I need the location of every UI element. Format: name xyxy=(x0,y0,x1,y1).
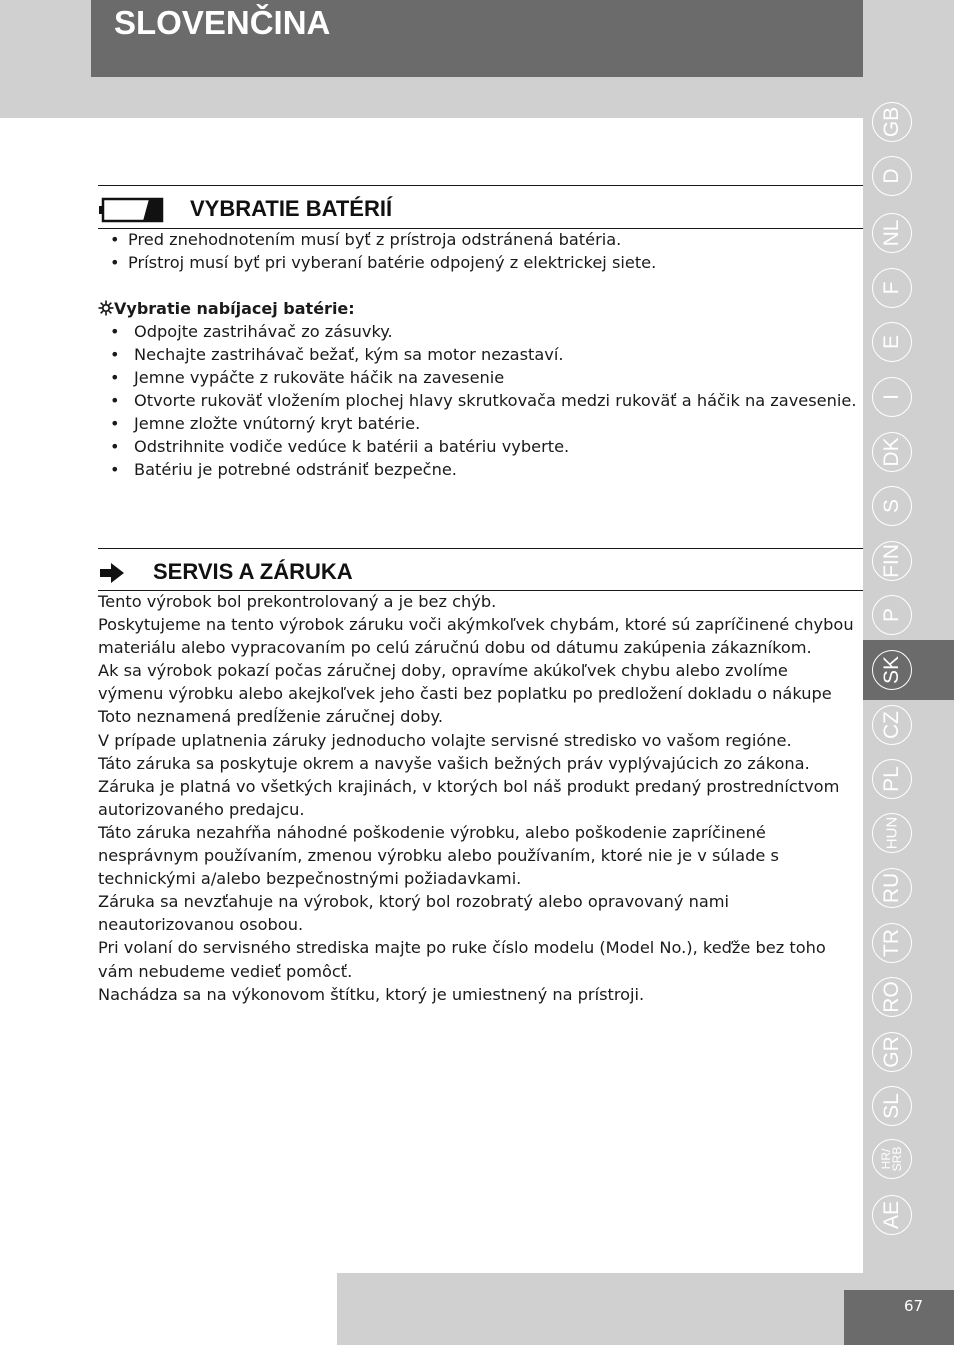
text-line: nesprávnym používaním, zmenou výrobku alebo používaním, ktoré nie je v súlade s xyxy=(98,846,779,866)
lang-tab-ru[interactable]: RU xyxy=(872,868,912,908)
list-item: • Jemne vypáčte z rukoväte háčik na zavesenie xyxy=(110,368,505,387)
lang-tab-sk[interactable]: SK xyxy=(872,650,912,690)
lang-tab-f[interactable]: F xyxy=(872,268,912,308)
section1-heading: VYBRATIE BATÉRIÍ xyxy=(190,196,393,221)
text-line: technickými a/alebo bezpečnostnými požiadavkami. xyxy=(98,869,522,889)
list-item: • Prístroj musí byť pri vyberaní batérie odpojený z elektrickej siete. xyxy=(110,253,657,272)
list-item: • Batériu je potrebné odstrániť bezpečne. xyxy=(110,460,457,479)
section2-heading: SERVIS A ZÁRUKA xyxy=(153,559,353,584)
text-line: Nachádza sa na výkonovom štítku, ktorý je umiestnený na prístroji. xyxy=(98,984,645,1004)
warranty-text xyxy=(98,590,868,1006)
text-line: Záruka je platná vo všetkých krajinách, v ktorých bol náš produkt predaný prostredníctvom xyxy=(98,776,840,796)
text-line: Záruka sa nevzťahuje na výrobok, ktorý bol rozobratý alebo opravovaný nami xyxy=(98,892,730,912)
text-line: Ak sa výrobok pokazí počas záručnej doby, opravíme akúkoľvek chybu alebo zvolíme xyxy=(98,661,788,681)
text-line: autorizovaného predajcu. xyxy=(98,799,305,819)
lang-tab-fin[interactable]: FIN xyxy=(872,541,912,581)
lang-tab-hr-srb[interactable]: HR/ SRB xyxy=(872,1139,912,1179)
list-item: • Jemne zložte vnútorný kryt batérie. xyxy=(110,414,421,433)
arrow-right-icon xyxy=(100,563,124,583)
list-item: • Pred znehodnotením musí byť z prístroja odstránená batéria. xyxy=(110,230,622,249)
page-number-box xyxy=(844,1290,954,1345)
title-bar xyxy=(91,0,863,77)
lang-tab-p[interactable]: P xyxy=(872,595,912,635)
lang-tab-cz[interactable]: CZ xyxy=(872,705,912,745)
removal-steps-list xyxy=(110,320,857,481)
section1-top-rule xyxy=(98,185,863,186)
text-line: Poskytujeme na tento výrobok záruku voči akýmkoľvek chybám, ktoré sú zapríčinené chybou xyxy=(98,615,854,635)
lang-tab-tr[interactable]: TR xyxy=(872,923,912,963)
list-item: • Otvorte rukoväť vložením plochej hlavy skrutkovača medzi rukoväť a háčik na zavesenie. xyxy=(110,391,857,410)
lang-tab-gb[interactable]: GB xyxy=(872,102,912,142)
lang-tab-hun[interactable]: HUN xyxy=(872,813,912,853)
text-line: neautorizovanou osobou. xyxy=(98,915,304,935)
list-item: • Nechajte zastrihávač bežať, kým sa motor nezastaví. xyxy=(110,345,564,364)
battery-icon xyxy=(99,197,165,223)
text-line: V prípade uplatnenia záruky jednoducho volajte servisné stredisko vo vašom regióne. xyxy=(98,730,792,750)
text-line: Toto neznamená predĺženie záručnej doby. xyxy=(98,707,443,727)
subheading-text: Vybratie nabíjacej batérie: xyxy=(114,299,355,318)
lang-tab-d[interactable]: D xyxy=(872,156,912,196)
text-line: Pri volaní do servisného strediska majte po ruke číslo modelu (Model No.), keďže bez toho xyxy=(98,938,826,958)
page-title: SLOVENČINA xyxy=(114,4,331,41)
lang-tab-ro[interactable]: RO xyxy=(872,977,912,1017)
lang-tab-s[interactable]: S xyxy=(872,486,912,526)
text-line: materiálu alebo vypracovaním po celú záručnú dobu od dátumu zakúpenia zákazníkom. xyxy=(98,638,812,658)
page-number: 67 xyxy=(904,1297,924,1315)
lang-tab-gr[interactable]: GR xyxy=(872,1032,912,1072)
lang-tab-e[interactable]: E xyxy=(872,322,912,362)
list-item: • Odpojte zastrihávač zo zásuvky. xyxy=(110,322,393,341)
text-line: Tento výrobok bol prekontrolovaný a je bez chýb. xyxy=(98,592,497,611)
lang-tab-nl[interactable]: NL xyxy=(872,213,912,253)
lang-tab-i[interactable]: I xyxy=(872,377,912,417)
text-line: vám nebudeme vedieť pomôcť. xyxy=(98,961,353,981)
text-line: výmenu výrobku alebo akejkoľvek jeho časti bez poplatku po predložení dokladu o nákupe xyxy=(98,684,832,704)
text-line: Táto záruka nezahŕňa náhodné poškodenie výrobku, alebo poškodenie zapríčinené xyxy=(98,822,766,842)
lang-tab-sl[interactable]: SL xyxy=(872,1086,912,1126)
lang-tab-dk[interactable]: DK xyxy=(872,432,912,472)
section2-top-rule xyxy=(98,548,863,549)
gear-icon xyxy=(98,300,114,316)
list-item: • Odstrihnite vodiče vedúce k batérii a batériu vyberte. xyxy=(110,437,570,456)
lang-tab-ae[interactable]: AE xyxy=(872,1195,912,1235)
text-line: Táto záruka sa poskytuje okrem a navyše vašich bežných práv vyplývajúcich zo zákona. xyxy=(98,753,810,773)
battery-notes-list xyxy=(110,228,656,274)
subheading xyxy=(98,297,355,320)
lang-tab-pl[interactable]: PL xyxy=(872,759,912,799)
